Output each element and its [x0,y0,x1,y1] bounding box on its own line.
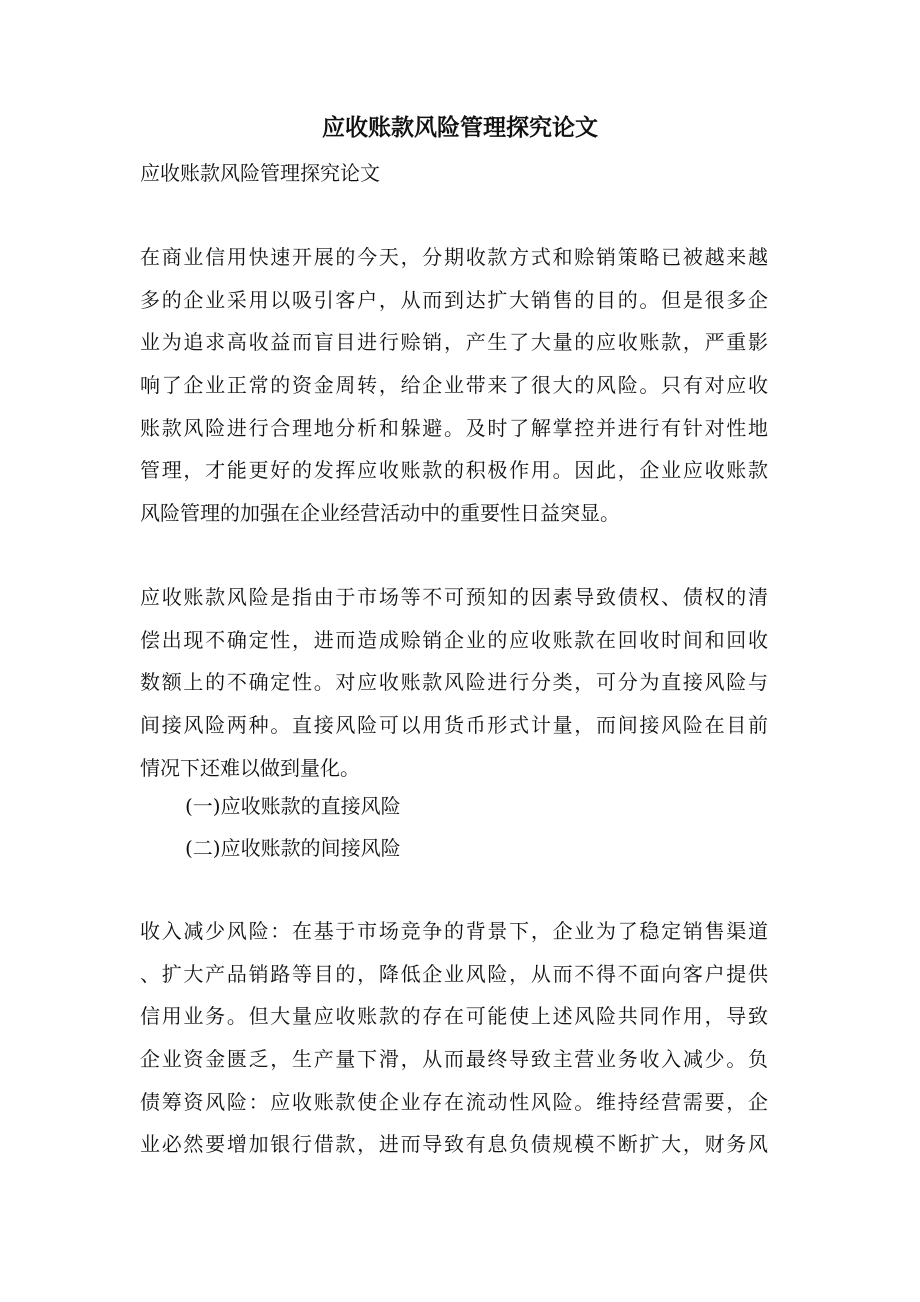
text-line: 风险管理的加强在企业经营活动中的重要性日益突显。 [140,501,620,526]
text-line: 信用业务。但大量应收账款的存在可能使上述风险共同作用，导致 [140,1004,768,1029]
text-line: 偿出现不确定性，进而造成赊销企业的应收账款在回收时间和回收 [140,627,768,652]
text-line: 、扩大产品销路等目的，降低企业风险，从而不得不面向客户提供 [140,961,768,986]
text-line: 应收账款风险是指由于市场等不可预知的因素导致债权、债权的清 [140,585,768,609]
paragraph-income-risk [140,910,768,1166]
text-line: 数额上的不确定性。对应收账款风险进行分类，可分为直接风险与 [140,670,768,695]
text-line: 响了企业正常的资金周转，给企业带来了很大的风险。只有对应收 [140,373,768,398]
section-item-direct-risk: (一)应收账款的直接风险 [185,794,401,818]
paragraph-intro [140,236,768,535]
section-item-indirect-risk: (二)应收账款的间接风险 [185,836,401,860]
text-line: 企业资金匮乏，生产量下滑，从而最终导致主营业务收入减少。负 [140,1047,768,1072]
text-line: 在商业信用快速开展的今天，分期收款方式和赊销策略已被越来越 [140,245,768,269]
text-line: 收入减少风险：在基于市场竞争的背景下，企业为了稳定销售渠道 [140,919,768,943]
text-line: 债筹资风险：应收账款使企业存在流动性风险。维持经营需要，企 [140,1089,768,1114]
document-subtitle: 应收账款风险管理探究论文 [140,161,380,185]
text-line: 间接风险两种。直接风险可以用货币形式计量，而间接风险在目前 [140,713,768,738]
text-line: 业为追求高收益而盲目进行赊销，产生了大量的应收账款，严重影 [140,330,768,355]
text-line: 账款风险进行合理地分析和躲避。及时了解掌控并进行有针对性地 [140,415,768,440]
document-title: 应收账款风险管理探究论文 [322,114,598,141]
paragraph-risk-definition [140,576,768,789]
text-line: 管理，才能更好的发挥应收账款的积极作用。因此，企业应收账款 [140,458,768,483]
text-line: 业必然要增加银行借款，进而导致有息负债规模不断扩大，财务风 [140,1132,768,1157]
text-line: 多的企业采用以吸引客户，从而到达扩大销售的目的。但是很多企 [140,287,768,312]
text-line: 情况下还难以做到量化。 [140,755,360,780]
